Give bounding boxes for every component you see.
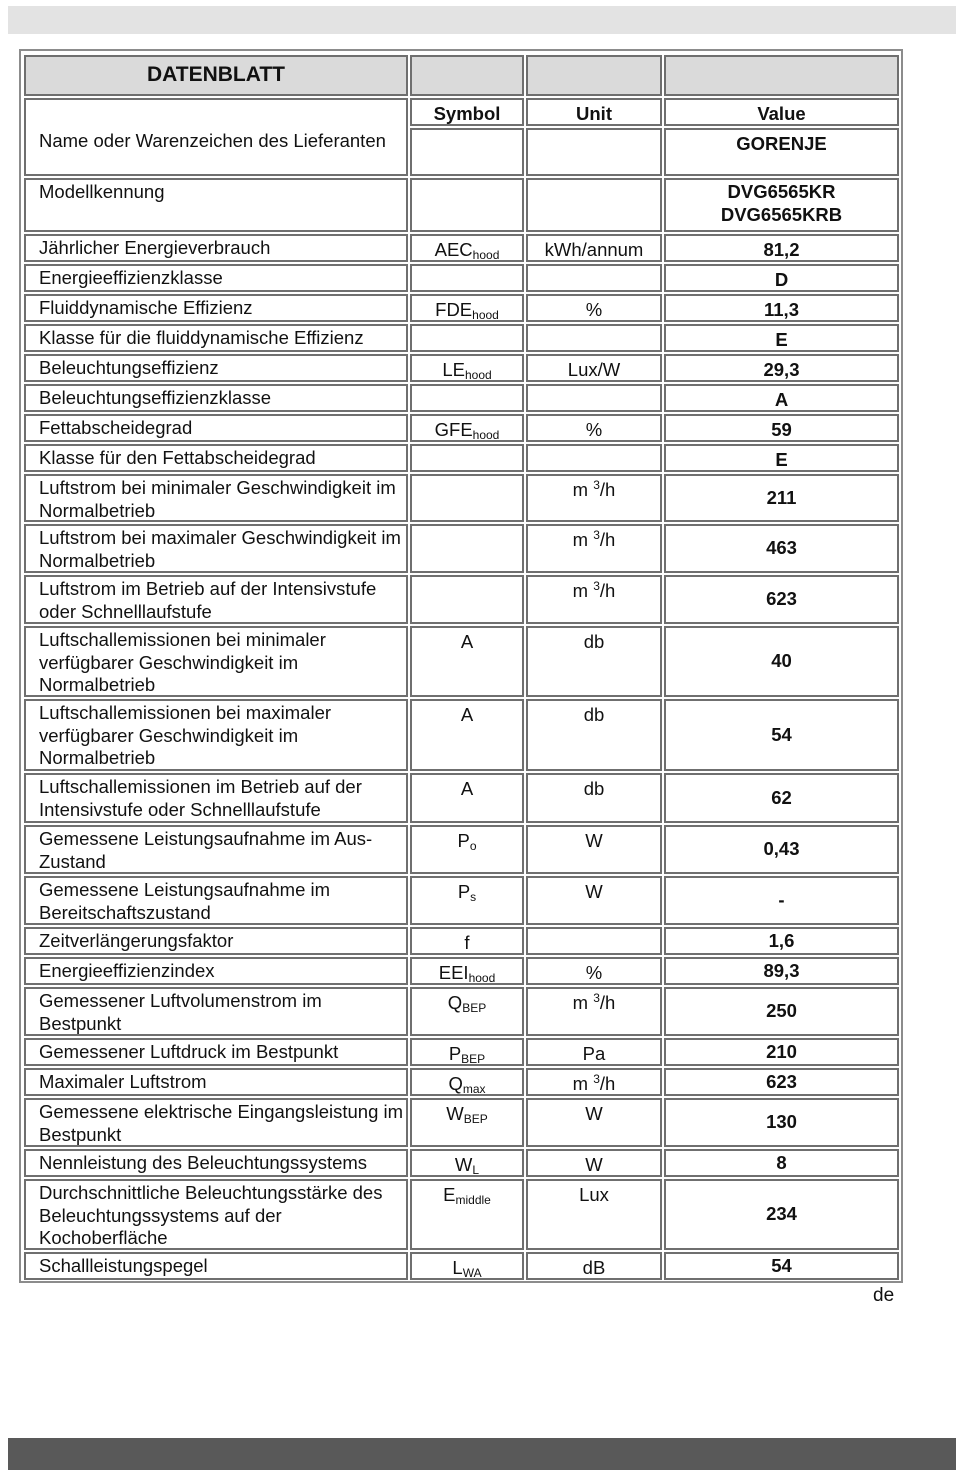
row-name-cell [24,264,408,292]
row-unit-cell [526,1068,662,1096]
row-name: Klasse für die fluiddynamische Effizienz [39,327,364,348]
row-name: Luftstrom bei maximaler Geschwindigkeit im Normalbetrieb [39,527,401,571]
row-value-cell [664,1038,899,1066]
unit-header [526,98,662,126]
row-name-cell [24,575,408,624]
row-symbol-cell [410,699,524,771]
row-value: 29,3 [763,359,800,380]
header-blank-cell [526,55,662,96]
row-symbol-subscript: BEP [461,1052,486,1066]
row-name: Maximaler Luftstrom [39,1071,207,1092]
row-symbol: P [448,1043,462,1064]
row-unit-cell [526,1252,662,1280]
row-value: 623 [766,1070,797,1092]
row-symbol: FDE [435,299,473,320]
row-name-cell [24,987,408,1036]
row-unit-cell [526,324,662,352]
row-symbol-cell [410,414,524,442]
row-value: 89,3 [763,959,800,981]
row-name-cell [24,524,408,573]
row-value: 463 [766,537,797,559]
row-symbol-subscript: hood [472,428,500,442]
row-symbol-subscript: WA [462,1266,482,1280]
row-value-cell [664,354,899,382]
row-name: Fettabscheidegrad [39,417,193,438]
row-symbol-cell [410,524,524,573]
bottom-bar [8,1438,956,1470]
row-symbol: W [454,1154,473,1175]
row-symbol-cell [410,474,524,522]
row-unit-tail: /h [599,479,616,500]
row-name: Luftschallemissionen bei maximaler verfügbarer Geschwindigkeit im Normalbetrieb [39,702,332,768]
row-symbol-cell [410,1149,524,1177]
row-name: Beleuchtungseffizienz [39,357,219,378]
row-symbol-cell [410,234,524,262]
row-name-cell [24,825,408,874]
row-name-cell [24,178,408,232]
row-name-cell [24,234,408,262]
row-value: 250 [766,1000,797,1022]
row-value-cell [664,699,899,771]
row-unit-tail: /h [599,529,616,550]
row-name: Energieeffizienzindex [39,960,215,981]
row-unit: dB [582,1257,606,1278]
row-symbol-subscript: BEP [463,1112,488,1126]
row-name: Gemessener Luftdruck im Bestpunkt [39,1041,339,1062]
row-symbol: AEC [434,239,473,260]
row-value: 211 [766,486,797,508]
row-value-cell [664,957,899,985]
row-name: Gemessene Leistungsaufnahme im Aus-Zustand [39,828,373,872]
row-name: Gemessene Leistungsaufnahme im Bereitschaftszustand [39,879,331,923]
row-value: 623 [766,588,797,610]
row-name: Nennleistung des Beleuchtungssystems [39,1152,368,1173]
row-symbol-cell [410,773,524,823]
row-unit: m [572,580,594,601]
row-name-cell [24,1252,408,1280]
row-unit-cell [526,444,662,472]
row-unit-cell [526,128,662,176]
row-unit-tail: /h [599,992,616,1013]
row-unit-superscript: 3 [593,1072,600,1086]
row-unit: W [585,881,603,902]
row-unit-cell [526,384,662,412]
row-name-cell [24,444,408,472]
row-value-cell [664,1179,899,1250]
datasheet-title: DATENBLATT [146,63,286,87]
row-unit: db [583,631,605,652]
row-name: Modellkennung [39,181,165,202]
row-value-cell [664,178,899,232]
row-unit-cell [526,354,662,382]
row-symbol: P [457,881,471,902]
row-unit-superscript: 3 [593,991,600,1005]
row-unit-cell [526,1179,662,1250]
row-symbol-cell [410,825,524,874]
row-value-cell [664,987,899,1036]
row-name: Luftstrom bei minimaler Geschwindigkeit im Normalbetrieb [39,477,396,521]
row-unit: W [585,830,603,851]
row-value-cell [664,1252,899,1280]
row-value-cell [664,474,899,522]
row-symbol: E [443,1184,456,1205]
row-symbol-subscript: hood [468,971,496,985]
row-value: GORENJE [736,133,827,154]
symbol-header-label: Symbol [433,103,501,124]
row-symbol-cell [410,876,524,925]
row-value: 210 [766,1040,797,1062]
row-value: E [775,449,788,470]
row-value-cell [664,264,899,292]
row-name: Name oder Warenzeichen des Lieferanten [39,130,386,151]
row-value-cell [664,575,899,624]
row-value-cell [664,524,899,573]
row-symbol-cell [410,354,524,382]
unit-header-label: Unit [576,103,612,124]
row-unit: Pa [582,1043,606,1064]
row-unit: db [583,778,605,799]
row-symbol-cell [410,264,524,292]
row-name-cell [24,324,408,352]
row-symbol: GFE [434,419,473,440]
row-symbol: Q [447,992,463,1013]
row-unit-cell [526,178,662,232]
title-cell [24,55,408,96]
row-symbol-cell [410,626,524,697]
row-value: - [778,889,785,911]
row-value: 62 [771,786,792,808]
row-unit-cell [526,987,662,1036]
row-unit-cell [526,1098,662,1147]
row-value: 130 [766,1111,797,1133]
row-unit-superscript: 3 [593,579,600,593]
row-value-cell [664,876,899,925]
row-value: 11,3 [764,299,799,320]
row-unit: W [585,1154,603,1175]
row-name: Durchschnittliche Beleuchtungsstärke des Beleuchtungssystems auf der Kochoberfläche [39,1182,383,1248]
row-name-cell [24,384,408,412]
row-symbol-subscript: hood [472,308,499,322]
row-symbol-subscript: middle [455,1193,491,1207]
row-symbol-cell [410,987,524,1036]
row-unit-tail: /h [599,1073,616,1094]
row-value: E [775,329,788,350]
row-value-cell [664,927,899,955]
row-value: 54 [771,1254,792,1276]
row-symbol-cell [410,927,524,955]
row-name-cell [24,414,408,442]
row-symbol-subscript: L [472,1163,480,1177]
row-name-cell [24,1068,408,1096]
row-name-cell [24,1038,408,1066]
row-unit-cell [526,876,662,925]
symbol-header [410,98,524,126]
row-name: Klasse für den Fettabscheidegrad [39,447,316,468]
row-unit-tail: /h [599,580,616,601]
row-unit-cell [526,294,662,322]
row-unit: db [583,704,605,725]
row-symbol-cell [410,957,524,985]
row-value-cell [664,626,899,697]
value-header [664,98,899,126]
row-unit: m [572,479,594,500]
row-symbol: EEI [438,962,469,983]
row-unit-cell [526,1149,662,1177]
row-value-cell [664,324,899,352]
row-name-cell [24,294,408,322]
row-unit-cell [526,1038,662,1066]
row-unit: W [585,1103,603,1124]
row-name: Fluiddynamische Effizienz [39,297,253,318]
row-value: 234 [766,1203,797,1225]
row-symbol: A [460,704,474,725]
row-unit-cell [526,234,662,262]
row-symbol: W [446,1103,464,1124]
row-unit: % [585,419,603,440]
row-symbol: Q [448,1073,463,1094]
row-unit-cell [526,575,662,624]
row-name-cell [24,957,408,985]
row-name-cell [24,626,408,697]
row-value: 81,2 [763,239,800,260]
row-symbol-cell [410,1098,524,1147]
row-value: D [774,269,789,290]
row-symbol-cell [410,294,524,322]
row-unit-cell [526,699,662,771]
row-name: Schallleistungspegel [39,1255,208,1276]
row-name-cell [24,1098,408,1147]
row-symbol-cell [410,1179,524,1250]
row-name: Luftschallemissionen im Betrieb auf der Intensivstufe oder Schnelllaufstufe [39,776,362,820]
row-name: Gemessener Luftvolumenstrom im Bestpunkt [39,990,322,1034]
row-unit-cell [526,524,662,573]
row-name: Gemessene elektrische Eingangsleistung im Bestpunkt [39,1101,404,1145]
row-name: Luftschallemissionen bei minimaler verfügbarer Geschwindigkeit im Normalbetrieb [39,629,326,695]
row-value: 1,6 [768,929,795,951]
row-unit-cell [526,773,662,823]
row-value: A [774,389,789,410]
row-symbol-subscript: max [462,1082,486,1096]
row-unit: m [572,529,594,550]
header-blank-cell [410,55,524,96]
row-name-cell [24,876,408,925]
row-unit-cell [526,927,662,955]
row-name: Zeitverlängerungsfaktor [39,930,234,951]
row-unit: m [572,1073,594,1094]
row-symbol: L [452,1257,463,1278]
header-blank-cell [664,55,899,96]
row-value-cell [664,825,899,874]
row-symbol-subscript: o [469,839,477,853]
row-unit: % [585,962,603,983]
row-unit-cell [526,264,662,292]
row-symbol-subscript: s [470,890,477,904]
row-value-cell [664,128,899,176]
row-unit-superscript: 3 [593,528,600,542]
row-name: Jährlicher Energieverbrauch [39,237,271,258]
row-name: Energieeffizienzklasse [39,267,223,288]
row-unit-superscript: 3 [593,478,600,492]
row-name-cell [24,1149,408,1177]
row-name: Luftstrom im Betrieb auf der Intensivstufe oder Schnelllaufstufe [39,578,377,622]
row-symbol-cell [410,128,524,176]
row-name-cell [24,927,408,955]
row-symbol-cell [410,384,524,412]
row-unit: kWh/annum [544,239,644,260]
row-name-cell [24,773,408,823]
row-symbol: A [460,631,474,652]
row-symbol: f [464,932,470,953]
row-value-cell [664,1068,899,1096]
row-symbol-cell [410,444,524,472]
row-unit-cell [526,825,662,874]
row-symbol-cell [410,324,524,352]
language-code: de [873,1285,895,1306]
row-unit: Lux [579,1184,609,1205]
row-value: DVG6565KR DVG6565KRB [720,181,843,225]
row-value-cell [664,1098,899,1147]
row-symbol-subscript: hood [472,248,500,262]
row-unit-cell [526,474,662,522]
row-name-cell [24,1179,408,1250]
row-unit-cell [526,957,662,985]
row-name-cell [24,699,408,771]
row-symbol-cell [410,575,524,624]
row-unit: m [572,992,594,1013]
row-value-cell [664,414,899,442]
row-unit: % [585,299,603,320]
row-value-cell [664,773,899,823]
row-symbol: A [460,778,474,799]
row-symbol-cell [410,1038,524,1066]
row-value: 8 [776,1151,787,1173]
row-symbol-cell [410,178,524,232]
row-symbol: P [457,830,470,851]
row-value-cell [664,384,899,412]
row-value: 0,43 [763,838,800,860]
row-value-cell [664,234,899,262]
row-symbol-subscript: hood [464,368,492,382]
row-symbol-subscript: BEP [462,1001,487,1015]
row-unit: Lux/W [567,359,621,380]
value-header-label: Value [757,103,806,124]
row-value-cell [664,444,899,472]
row-unit-cell [526,414,662,442]
row-value-cell [664,294,899,322]
row-name-cell [24,474,408,522]
row-symbol-cell [410,1068,524,1096]
row-value: 54 [771,723,792,745]
row-name: Beleuchtungseffizienzklasse [39,387,272,408]
row-name-cell [24,354,408,382]
row-value: 59 [771,419,792,440]
row-symbol: LE [442,359,465,380]
row-unit-cell [526,626,662,697]
row-value-cell [664,1149,899,1177]
row-value: 40 [771,650,792,672]
row-name-cell [24,98,408,176]
row-symbol-cell [410,1252,524,1280]
